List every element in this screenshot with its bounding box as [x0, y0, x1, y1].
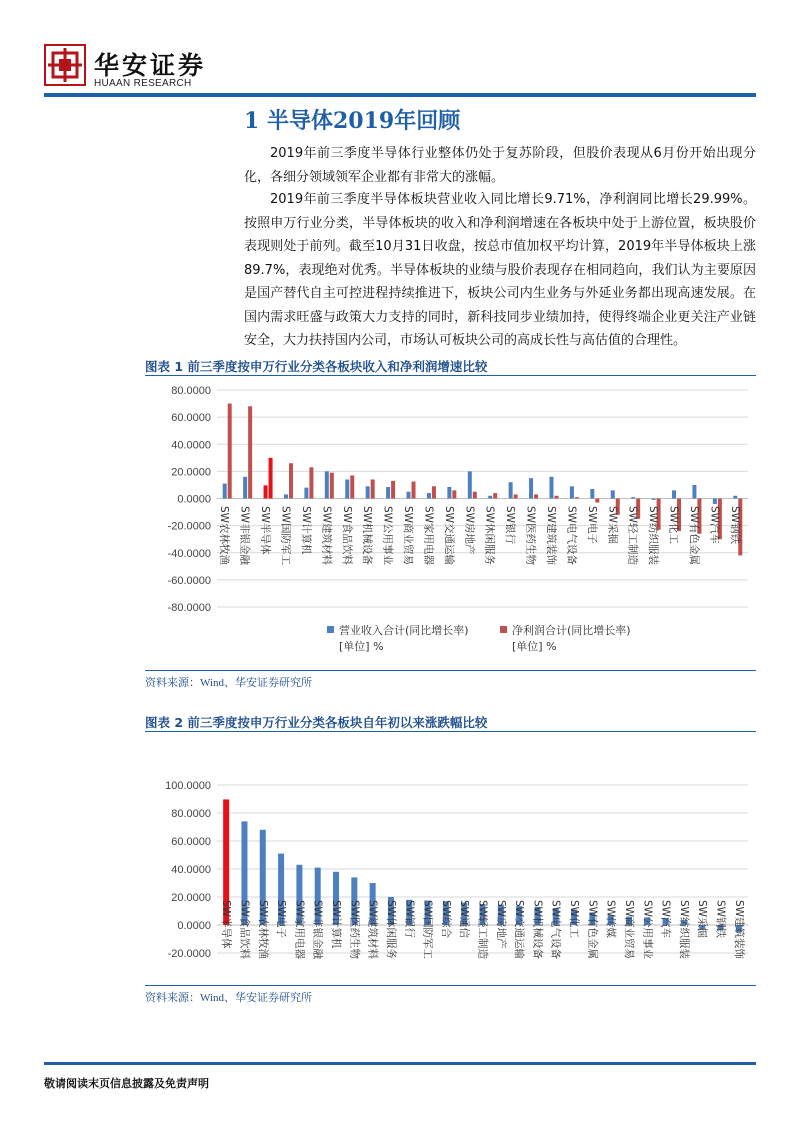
bar: [493, 493, 497, 498]
figure-1-bottom-rule: [145, 670, 756, 671]
category-label: SW计算机: [330, 900, 343, 949]
figure-2-bottom-rule: [145, 985, 756, 986]
company-name-cn: 华安证券: [94, 51, 207, 80]
category-label: SW机械设备: [531, 900, 544, 960]
paragraph-2: 2019年前三季度半导体板块营业收入同比增长9.71%，净利润同比增长29.99%。按照申万行业分类，半导体板块的收入和净利润增速在各板块中处于上游位置，板块股价表现则处于前列。截至10月31日收盘，按总市值加权平均计算，2019年半导体板块上涨89.7%，表现绝对优秀。半导体板块的业绩与股价表现存在相同趋向，我们认为主要原因是国产替代自主可控进程持续推进下，板块公司内生业务与外延业务都出现高速发展。在国内需求旺盛与政策大力支持的同时，新科技同步业绩加持，使得终端企业更关注产业链安全，大力扶持国内公司，市场认可板块公司的高成长性与高估值的合理性。: [244, 192, 756, 348]
category-label: SW采掘: [696, 900, 709, 939]
bar: [391, 481, 395, 499]
category-label: SW国防军工: [279, 506, 292, 566]
category-label: SW电气设备: [565, 506, 578, 566]
category-label: SW农林牧渔: [218, 506, 231, 566]
y-tick-label: 80.0000: [171, 385, 211, 397]
footer-divider: [44, 1062, 756, 1065]
category-label: SW休闲服务: [384, 900, 397, 960]
y-tick-label: -80.0000: [167, 602, 211, 614]
category-label: SW非银金融: [311, 900, 324, 960]
bar: [452, 490, 456, 498]
bar: [514, 494, 518, 498]
bar: [631, 497, 635, 498]
paragraph-1: 2019年前三季度半导体行业整体仍处于复苏阶段，但股价表现从6月份开始出现分化，各细分领域领军企业都有非常大的涨幅。: [244, 146, 756, 185]
category-label: SW电气设备: [549, 900, 562, 960]
bar: [672, 490, 676, 498]
category-label: SW汽车: [659, 900, 672, 939]
category-label: SW纺织服装: [677, 900, 690, 960]
header-divider: [44, 93, 756, 97]
category-label: SW纺织服装: [647, 506, 660, 566]
category-label: SW传媒: [604, 900, 617, 939]
y-tick-label: -20.0000: [167, 948, 211, 960]
legend-unit: [单位] %: [512, 640, 557, 653]
category-label: SW有色金属: [687, 506, 700, 566]
legend-label: 营业收入合计(同比增长率): [339, 624, 469, 637]
y-tick-label: 40.0000: [171, 439, 211, 452]
category-label: SW休闲服务: [483, 506, 496, 566]
bar: [325, 471, 329, 498]
bar: [223, 484, 227, 499]
category-label: SW电子: [585, 506, 598, 545]
bar: [590, 489, 594, 498]
y-tick-label: -60.0000: [167, 574, 211, 587]
bar: [713, 499, 717, 504]
bar: [692, 485, 696, 499]
bar: [264, 485, 268, 498]
category-label: SW商业贸易: [622, 900, 635, 960]
category-label: SW半导体: [259, 506, 272, 555]
bar: [289, 463, 293, 498]
category-label: SW建筑材料: [366, 900, 379, 960]
bar: [248, 406, 252, 498]
category-label: SW轻工制造: [476, 900, 489, 960]
category-label: SW综合: [439, 900, 452, 939]
bar: [733, 496, 737, 499]
company-name-en: HUAAN RESEARCH: [94, 78, 192, 89]
footer-disclaimer: 敬请阅读末页信息披露及免责声明: [44, 1077, 209, 1090]
category-label: SW交通运输: [442, 506, 455, 566]
y-tick-label: 40.0000: [171, 864, 211, 876]
bar: [412, 482, 416, 499]
bar: [366, 486, 370, 498]
bar: [554, 496, 558, 499]
category-label: SW房地产: [494, 900, 507, 949]
category-label: SW建筑装饰: [732, 900, 745, 960]
category-label: SW汽车: [708, 506, 721, 545]
figure-2-chart: [145, 733, 756, 983]
bar: [447, 487, 451, 499]
y-tick-label: 20.0000: [171, 466, 211, 479]
bar: [611, 490, 615, 498]
category-label: SW机械设备: [361, 506, 374, 566]
y-tick-label: 0.0000: [177, 493, 211, 506]
category-label: SW农林牧渔: [256, 900, 269, 960]
y-tick-label: 60.0000: [171, 836, 211, 848]
bar: [595, 499, 599, 503]
category-label: SW电子: [275, 900, 288, 939]
bar: [468, 471, 472, 498]
bar: [269, 458, 273, 499]
category-label: SW家用电器: [293, 900, 306, 960]
y-tick-label: 60.0000: [171, 412, 211, 425]
bar: [427, 493, 431, 498]
category-label: SW通信: [458, 900, 471, 939]
category-label: SW化工: [568, 900, 581, 939]
section-title: 1 半导体2019年回顾: [244, 108, 461, 134]
category-label: SW食品饮料: [238, 900, 251, 960]
figure-1-label: 图表 1 前三季度按申万行业分类各板块收入和净利润增速比较: [145, 359, 488, 374]
figure-1-source: 资料来源：Wind、华安证券研究所: [145, 677, 312, 689]
bar: [488, 496, 492, 499]
category-label: SW建筑材料: [320, 506, 333, 566]
category-label: SW食品饮料: [340, 506, 353, 566]
bar: [309, 467, 313, 498]
bar: [350, 475, 354, 498]
figure-1-top-rule: [145, 375, 756, 376]
bar: [529, 478, 533, 498]
bar: [243, 477, 247, 499]
legend-label: 净利润合计(同比增长率): [512, 624, 631, 637]
y-tick-label: 0.0000: [177, 920, 211, 932]
y-tick-label: 100.0000: [165, 780, 211, 792]
category-label: SW公用事业: [381, 506, 394, 566]
category-label: SW钢铁: [728, 506, 741, 545]
category-label: SW银行: [403, 900, 416, 939]
page-header: [0, 0, 800, 100]
category-label: SW采掘: [606, 506, 619, 545]
bar: [432, 486, 436, 498]
y-tick-label: 20.0000: [171, 892, 211, 904]
bar: [575, 497, 579, 498]
bar: [534, 494, 538, 498]
category-label: SW医药生物: [348, 900, 361, 960]
category-label: SW交通运输: [513, 900, 526, 960]
bar: [330, 473, 334, 499]
bar: [473, 492, 477, 499]
bar: [228, 404, 232, 499]
category-label: SW医药生物: [524, 506, 537, 566]
figure-2-label: 图表 2 前三季度按申万行业分类各板块自年初以来涨跌幅比较: [145, 715, 488, 730]
bar: [407, 492, 411, 499]
category-label: SW半导体: [220, 900, 233, 949]
y-tick-label: -20.0000: [167, 520, 211, 533]
category-label: SW轻工制造: [626, 506, 639, 566]
figure-2-top-rule: [145, 731, 756, 732]
figure-2-source: 资料来源：Wind、华安证券研究所: [145, 992, 312, 1004]
legend-unit: [单位] %: [339, 640, 384, 653]
category-label: SW有色金属: [586, 900, 599, 960]
legend-swatch: [500, 626, 507, 633]
bar: [304, 488, 308, 499]
bar: [386, 487, 390, 499]
bar: [371, 480, 375, 499]
category-label: SW非银金融: [238, 506, 251, 566]
bar: [549, 477, 553, 499]
bar: [509, 482, 513, 498]
bar: [284, 494, 288, 498]
category-label: SW计算机: [299, 506, 312, 555]
category-label: SW商业贸易: [402, 506, 415, 566]
bar: [652, 499, 656, 500]
figure-1-chart: [145, 378, 756, 668]
category-label: SW银行: [504, 506, 517, 545]
bar: [570, 486, 574, 498]
bar: [345, 480, 349, 499]
category-label: SW钢铁: [714, 900, 727, 939]
y-tick-label: 80.0000: [171, 808, 211, 820]
category-label: SW公用事业: [641, 900, 654, 960]
category-label: SW建筑装饰: [544, 506, 557, 566]
category-label: SW化工: [667, 506, 680, 545]
company-logo: [44, 44, 86, 86]
category-label: SW家用电器: [422, 506, 435, 566]
category-label: SW国防军工: [421, 900, 434, 960]
logo-mark-icon: [46, 46, 84, 84]
legend-swatch: [327, 626, 334, 633]
y-tick-label: -40.0000: [167, 547, 211, 560]
category-label: SW房地产: [463, 506, 476, 555]
